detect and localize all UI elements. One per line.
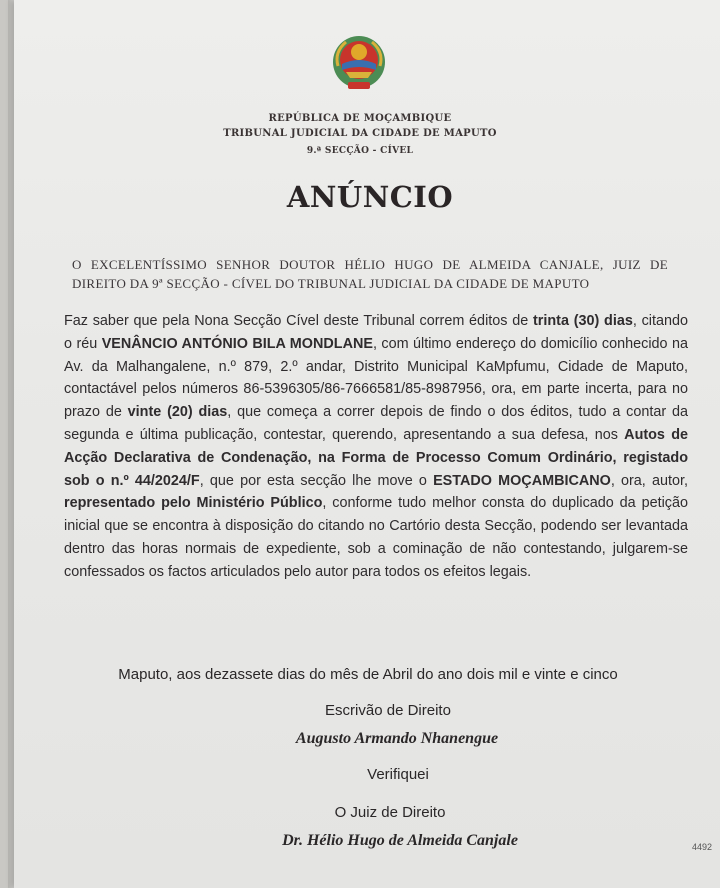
body-text: , com último endereço do domicílio conhecido na Av. da Malhangalene, n.º 879, 2.º andar, Distrito Municipal KaMpfumu, Cidade de Maputo, contactável pelos números 86-5396305/86-7666581/85-8987956, ora, em parte incerta, para no prazo de [64, 335, 688, 421]
body-text: Faz saber que pela Nona Secção Cível deste Tribunal correm éditos de [64, 313, 533, 329]
body-bold-term: trinta (30) dias [532, 313, 633, 329]
document-title: ANÚNCIO [286, 180, 454, 214]
header-section: 9.ª SECÇÃO - CÍVEL [306, 146, 414, 156]
body-text: , que começa a correr depois de findo o dos éditos, tudo a contar da segunda e última publicação, contestar, querendo, apresentando a sua defesa, nos [64, 404, 688, 443]
body-bold-defendant: VENÂNCIO ANTÓNIO BILA MONDLANE [101, 335, 373, 352]
body-text: , que por esta secção lhe move o [199, 472, 434, 489]
body-paragraph [64, 310, 688, 584]
body-bold-deadline: vinte (20) dias [127, 404, 228, 421]
body-bold-plaintiff: ESTADO MOÇAMBICANO [433, 472, 611, 489]
body-text: , conforme tudo melhor consta do duplicado da petição inicial que se encontra à disposição do citando no Cartório desta Secção, podendo ser levantada dentro das horas normais de expediente, sob a cominação de não contestando, julgarem-se confessados os factos articulados pelo autor para todos os efeitos legais. [64, 495, 688, 580]
body-bold-case: Autos de Acção Declarativa de Condenação, na Forma de Processo Comum Ordinário, registado sob o n.º 44/2024/F [64, 426, 688, 489]
header-country: REPÚBLICA DE MOÇAMBIQUE [268, 113, 452, 124]
date-line: Maputo, aos dezassete dias do mês de Abril do ano dois mil e vinte e cinco [118, 666, 618, 683]
body-text: , ora, autor, [610, 472, 688, 489]
intro-paragraph: O EXCELENTÍSSIMO SENHOR DOUTOR HÉLIO HUGO DE ALMEIDA CANJALE, JUIZ DE DIREITO DA 9ª SECÇÃO - CÍVEL DO TRIBUNAL JUDICIAL DA CIDADE DE MAPUTO [72, 257, 668, 291]
header-court: TRIBUNAL JUDICIAL DA CIDADE DE MAPUTO [223, 128, 497, 139]
clerk-name: Augusto Armando Nhanengue [295, 730, 499, 747]
body-text: , citando o réu [64, 313, 688, 352]
mozambique-coat-of-arms-icon [328, 32, 390, 94]
verified-label: Verifiquei [367, 766, 429, 783]
judge-name: Dr. Hélio Hugo de Almeida Canjale [282, 832, 518, 849]
judge-title: O Juiz de Direito [334, 804, 446, 821]
page-number: 4492 [691, 842, 712, 852]
clerk-title: Escrivão de Direito [325, 702, 451, 719]
body-bold-representative: representado pelo Ministério Público [64, 495, 323, 512]
